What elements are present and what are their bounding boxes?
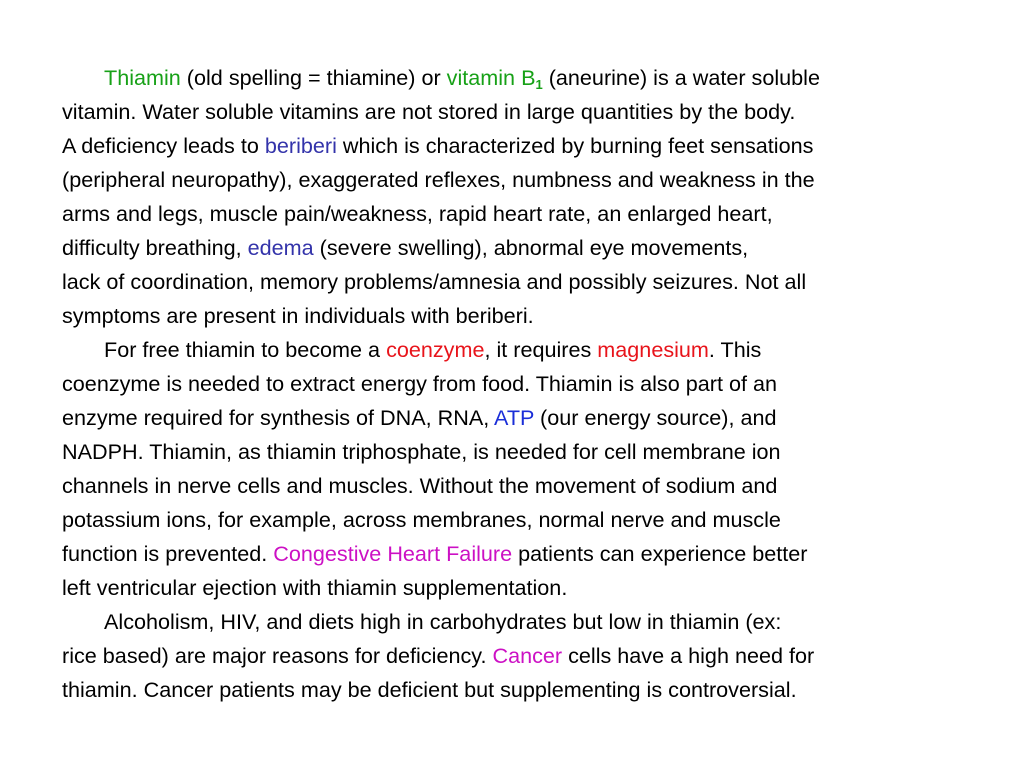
p2-line-3 [62, 405, 777, 431]
p1-line-7: lack of coordination, memory problems/amnesia and possibly seizures. Not all [62, 269, 807, 294]
term-cancer: Cancer [492, 643, 563, 668]
p1-line-3 [62, 133, 813, 159]
term-coenzyme: coenzyme [386, 337, 485, 362]
text: . This [708, 337, 762, 362]
term-beriberi: beriberi [264, 133, 337, 158]
text: patients can experience better [512, 541, 808, 566]
text: For free thiamin to become a [104, 337, 387, 362]
text: (old spelling = thiamine) or [180, 65, 447, 90]
term-vitamin-b1 [447, 65, 543, 90]
term-thiamin: Thiamin [104, 65, 181, 90]
p3-line-1: Alcoholism, HIV, and diets high in carbohydrates but low in thiamin (ex: [104, 609, 782, 634]
text: cells have a high need for [562, 643, 815, 668]
term-magnesium: magnesium [597, 337, 709, 362]
text: enzyme required for synthesis of DNA, RNA, [62, 405, 495, 430]
p3-line-3: thiamin. Cancer patients may be deficient but supplementing is controversial. [62, 677, 797, 702]
p2-line-2: coenzyme is needed to extract energy from food. Thiamin is also part of an [62, 371, 777, 396]
text: A deficiency leads to [62, 133, 265, 158]
vitamin-b-text: vitamin B [446, 65, 536, 90]
text: difficulty breathing, [62, 235, 248, 260]
p1-line-4: (peripheral neuropathy), exaggerated reflexes, numbness and weakness in the [62, 167, 815, 192]
p1-line-1 [104, 65, 820, 91]
p3-line-2 [62, 643, 814, 669]
p2-line-4: NADPH. Thiamin, as thiamin triphosphate, is needed for cell membrane ion [62, 439, 781, 464]
p1-line-5: arms and legs, muscle pain/weakness, rapid heart rate, an enlarged heart, [62, 201, 773, 226]
p1-line-6 [62, 235, 748, 261]
text: which is characterized by burning feet sensations [336, 133, 814, 158]
text: (aneurine) is a water soluble [542, 65, 820, 90]
term-atp: ATP [494, 405, 535, 430]
p1-line-8: symptoms are present in individuals with beriberi. [62, 303, 534, 328]
p2-line-6: potassium ions, for example, across membranes, normal nerve and muscle [62, 507, 781, 532]
text: , it requires [484, 337, 598, 362]
text: (severe swelling), abnormal eye movements, [313, 235, 749, 260]
p2-line-8: left ventricular ejection with thiamin supplementation. [62, 575, 568, 600]
term-edema: edema [247, 235, 314, 260]
p2-line-7 [62, 541, 807, 567]
p2-line-1 [104, 337, 761, 363]
text: function is prevented. [62, 541, 274, 566]
subscript-1: 1 [535, 77, 543, 92]
text: (our energy source), and [534, 405, 777, 430]
term-congestive-heart-failure: Congestive Heart Failure [273, 541, 513, 566]
text: rice based) are major reasons for deficiency. [62, 643, 493, 668]
p1-line-2: vitamin. Water soluble vitamins are not stored in large quantities by the body. [62, 99, 796, 124]
p2-line-5: channels in nerve cells and muscles. Without the movement of sodium and [62, 473, 778, 498]
